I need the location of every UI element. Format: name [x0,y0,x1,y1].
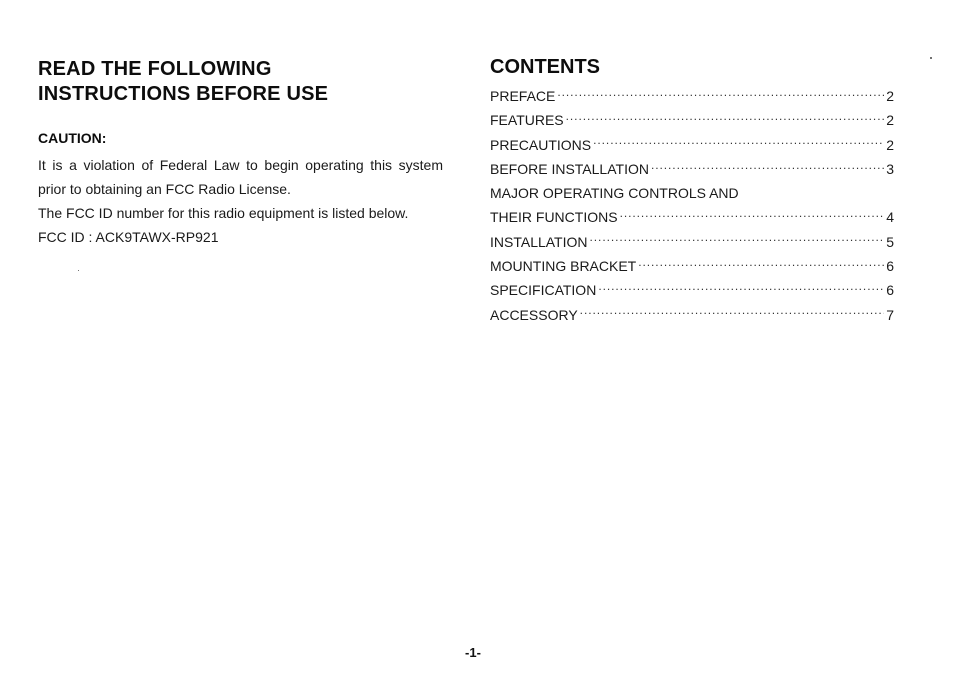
toc-item-page: 3 [886,160,894,177]
page-footer [0,645,954,660]
heading-line-2: INSTRUCTIONS BEFORE USE [38,83,329,105]
toc-item-preface [490,84,894,108]
toc-item-label: THEIR FUNCTIONS [490,209,618,226]
toc-item-controls-line-1 [490,181,894,205]
dot-leader [590,233,885,247]
toc-item-label: FEATURES [490,112,564,129]
toc-item-page: 6 [886,258,894,275]
caution-text [38,153,443,249]
toc-item-label: BEFORE INSTALLATION [490,160,649,177]
toc-item-label: MOUNTING BRACKET [490,258,637,275]
toc-item-features [490,108,894,132]
toc-item-controls-functions [490,205,894,229]
instructions-heading [38,57,443,107]
dot-leader [620,208,885,222]
toc-item-page: 2 [886,112,894,129]
dot-leader [638,257,884,271]
fcc-id-paragraph: The FCC ID number for this radio equipment is listed below. [38,205,409,221]
toc-item-page: 4 [886,209,894,226]
heading-line-1: READ THE FOLLOWING [38,58,272,80]
caution-label: CAUTION: [38,130,107,146]
toc-item-page: 2 [886,136,894,153]
toc-item-precautions [490,133,894,157]
dot-leader [598,281,884,295]
toc-item-label: ACCESSORY [490,306,578,323]
toc-item-label: MAJOR OPERATING CONTROLS AND [490,185,739,202]
dot-leader [566,111,885,125]
toc-item-page: 6 [886,282,894,299]
dot-leader [593,136,884,150]
toc-item-label: INSTALLATION [490,233,588,250]
toc-item-label: PREFACE [490,88,556,104]
toc-item-before-installation [490,157,894,181]
toc-item-installation [490,230,894,254]
dot-leader [651,160,884,174]
toc-item-specification [490,278,894,302]
toc-item-accessory [490,303,894,327]
toc-item-label: PRECAUTIONS [490,136,592,153]
fcc-id-value: FCC ID : ACK9TAWX-RP921 [38,229,219,245]
toc-item-mounting-bracket [490,254,894,278]
table-of-contents [490,84,894,327]
instructions-section [38,57,443,249]
contents-heading: CONTENTS [490,56,600,78]
toc-item-label: SPECIFICATION [490,282,597,299]
federal-law-paragraph: It is a violation of Federal Law to begin operating this system prior to obtaining an FCC Radio License. [38,157,443,197]
toc-item-page: 2 [886,88,894,104]
page-number: -1- [465,645,481,660]
contents-section [490,55,894,327]
dot-leader [580,306,885,320]
scan-speck [78,270,79,271]
dot-leader [557,87,884,101]
toc-item-page: 5 [886,233,894,250]
toc-item-page: 7 [886,306,894,323]
scan-speck [930,57,932,59]
